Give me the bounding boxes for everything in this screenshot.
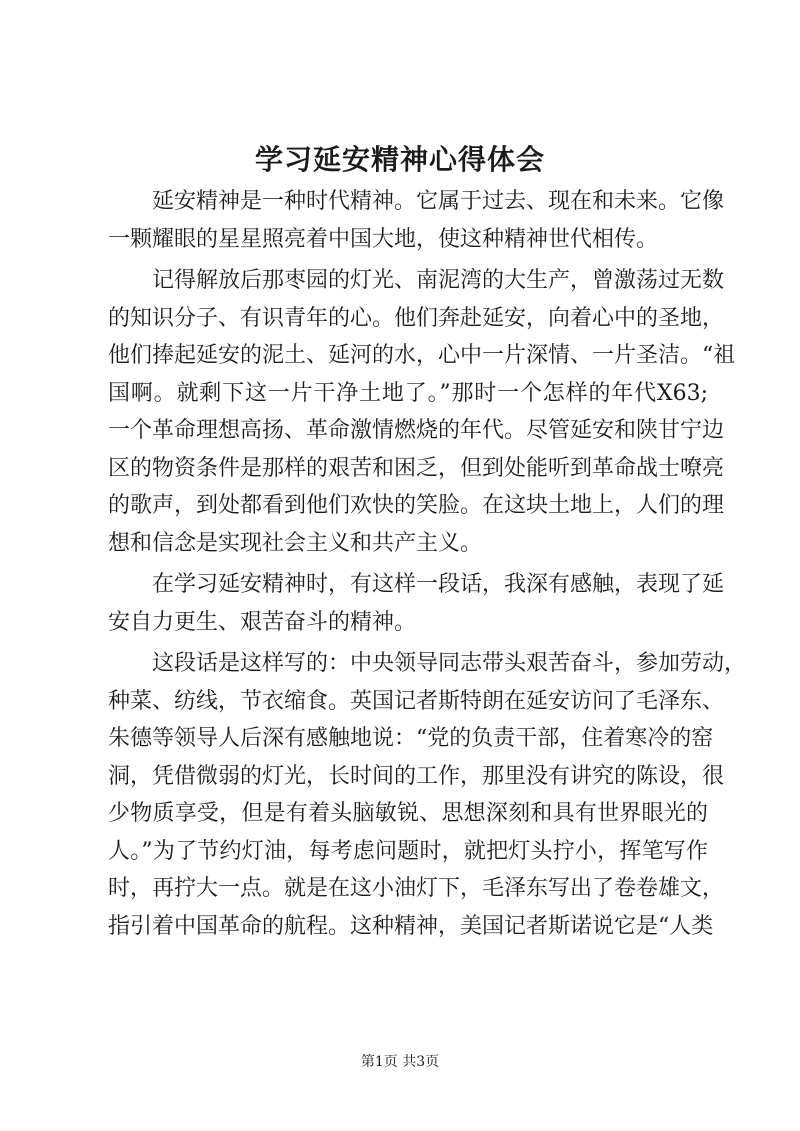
page-footer: 第1页 共3页 (360, 1054, 440, 1070)
text-line: 朱德等领导人后深有感触地说：“党的负责干部，住着寒冷的窑 (108, 726, 714, 751)
paragraph-4 (108, 645, 747, 945)
text-line: 指引着中国革命的航程。这种精神，美国记者斯诺说它是“人类 (108, 913, 714, 939)
document-body (108, 183, 747, 949)
text-line: 少物质享受，但是有着头脑敏锐、思想深刻和具有世界眼光的 (108, 801, 708, 826)
text-line: 在学习延安精神时，有这样一段话，我深有感触，表现了延 (152, 572, 725, 597)
text-line: 一个革命理想高扬、革命激情燃烧的年代。尽管延安和陕甘宁边 (108, 418, 725, 443)
text-line: 的歌声，到处都看到他们欢快的笑脸。在这块土地上，人们的理 (108, 493, 725, 518)
text-line: 时，再拧大一点。就是在这小油灯下，毛泽东写出了卷卷雄文， (108, 876, 725, 901)
text-line: 他们捧起延安的泥土、延河的水，心中一片深情、一片圣洁。“祖 (108, 343, 736, 368)
paragraph-3 (108, 566, 725, 641)
text-line: 的知识分子、有识青年的心。他们奔赴延安，向着心中的圣地， (108, 305, 725, 331)
document-title: 学习延安精神心得体会 (254, 143, 545, 176)
paragraph-1 (108, 183, 725, 258)
text-line: 一颗耀眼的星星照亮着中国大地，使这种精神世代相传。 (108, 226, 659, 252)
text-line: 种菜、纺线，节衣缩食。英国记者斯特朗在延安访问了毛泽东、 (108, 688, 725, 714)
text-line: 洞，凭借微弱的灯光，长时间的工作，那里没有讲究的陈设，很 (108, 763, 725, 789)
text-line: 人。”为了节约灯油，每考虑问题时，就把灯头拧小，挥笔写作 (108, 838, 708, 864)
text-line: 延安精神是一种时代精神。它属于过去、现在和未来。它像 (152, 189, 725, 214)
text-line: 想和信念是实现社会主义和共产主义。 (108, 530, 483, 556)
paragraph-2 (108, 262, 736, 562)
text-line: 记得解放后那枣园的灯光、南泥湾的大生产，曾激荡过无数 (152, 268, 725, 293)
text-line: 安自力更生、艰苦奋斗的精神。 (108, 609, 417, 635)
text-line: 区的物资条件是那样的艰苦和困乏，但到处能听到革命战士嘹亮 (108, 455, 725, 481)
text-line: 这段话是这样写的：中央领导同志带头艰苦奋斗，参加劳动， (152, 651, 747, 676)
text-line: 国啊。就剩下这一片干净土地了。”那时一个怎样的年代X63; (108, 380, 708, 406)
